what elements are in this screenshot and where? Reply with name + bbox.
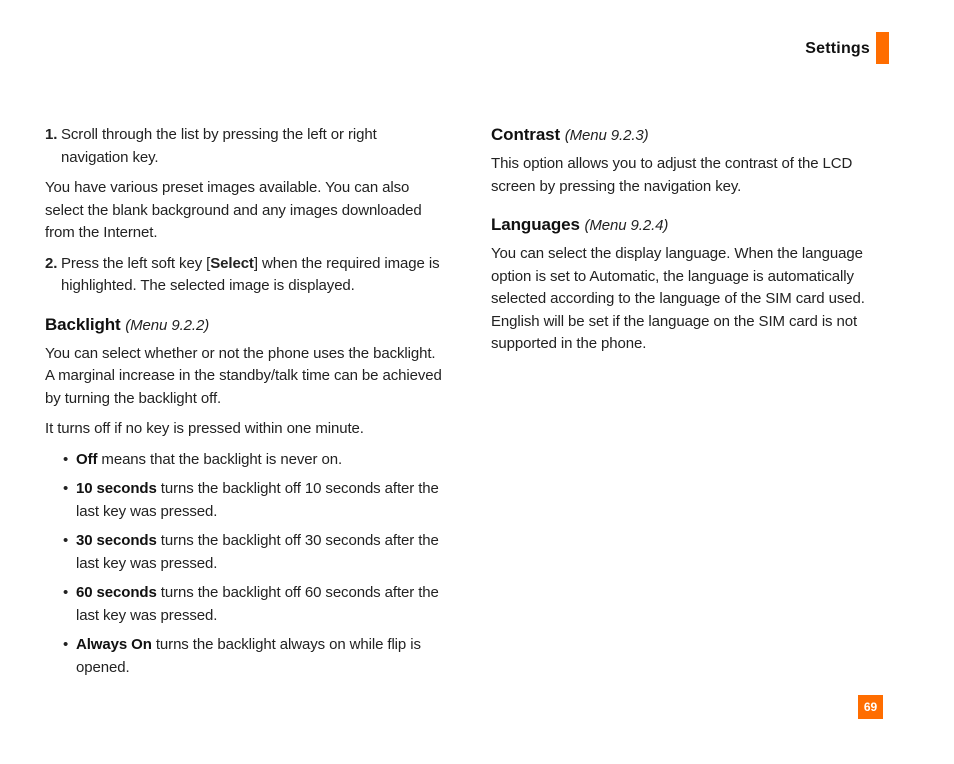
heading-title: Languages bbox=[491, 215, 580, 234]
list-item bbox=[63, 478, 447, 523]
option-name: Always On bbox=[76, 636, 152, 653]
paragraph-preset-images: You have various preset images available. You can also select the blank background and any images downloaded from the Internet. bbox=[45, 179, 422, 241]
select-key-label: Select bbox=[210, 254, 254, 272]
bullet-icon: • bbox=[63, 532, 69, 549]
step-1 bbox=[45, 124, 447, 169]
languages-heading bbox=[491, 214, 893, 237]
page-number-badge: 69 bbox=[858, 695, 883, 719]
step-text: Scroll through the list by pressing the left or right navigation key. bbox=[61, 126, 377, 166]
list-item bbox=[63, 530, 447, 575]
option-description: turns the backlight off 30 seconds after the last key was pressed. bbox=[76, 532, 439, 572]
step-number: 1. bbox=[45, 126, 58, 143]
option-name: 30 seconds bbox=[76, 532, 157, 549]
menu-reference: (Menu 9.2.3) bbox=[564, 127, 649, 144]
menu-reference: (Menu 9.2.2) bbox=[125, 316, 210, 334]
list-item bbox=[63, 634, 447, 679]
option-name: 60 seconds bbox=[76, 584, 157, 601]
step-2 bbox=[45, 253, 447, 298]
option-description: turns the backlight off 60 seconds after the last key was pressed. bbox=[76, 584, 439, 624]
backlight-heading bbox=[45, 314, 447, 337]
bullet-icon: • bbox=[63, 584, 69, 601]
list-item bbox=[63, 582, 447, 627]
paragraph-backlight-intro: You can select whether or not the phone uses the backlight. A marginal increase in the standby/talk time can be achieved by turning the backlight off. bbox=[45, 344, 442, 407]
option-name: Off bbox=[76, 450, 98, 468]
paragraph-backlight-timeout: It turns off if no key is pressed within one minute. bbox=[45, 420, 364, 437]
paragraph-languages: You can select the display language. When the language option is set to Automatic, the language is automatically selected according to the language of the SIM card used. English will be set if the language on the SIM card is not supported in the phone. bbox=[491, 245, 865, 352]
option-description: means that the backlight is never on. bbox=[97, 450, 343, 468]
menu-reference: (Menu 9.2.4) bbox=[584, 217, 669, 234]
bullet-icon: • bbox=[63, 450, 69, 468]
option-description: turns the backlight off 10 seconds after the last key was pressed. bbox=[76, 480, 439, 520]
backlight-options-list bbox=[45, 449, 447, 680]
step-text-before: Press the left soft key [ bbox=[61, 254, 211, 272]
bullet-icon: • bbox=[63, 636, 69, 653]
step-text-after: ] when the required image is highlighted. The selected image is displayed. bbox=[61, 254, 440, 294]
section-tab-marker bbox=[876, 32, 889, 64]
right-column bbox=[491, 124, 893, 364]
option-description: turns the backlight always on while flip is opened. bbox=[76, 636, 421, 676]
section-title: Settings bbox=[805, 40, 870, 57]
option-name: 10 seconds bbox=[76, 480, 157, 497]
heading-title: Contrast bbox=[491, 125, 561, 144]
bullet-icon: • bbox=[63, 480, 69, 497]
heading-title: Backlight bbox=[45, 314, 121, 334]
list-item bbox=[63, 449, 447, 472]
left-column bbox=[45, 124, 447, 686]
paragraph-contrast: This option allows you to adjust the contrast of the LCD screen by pressing the navigation key. bbox=[491, 155, 853, 195]
contrast-heading bbox=[491, 124, 893, 147]
step-number: 2. bbox=[45, 254, 58, 272]
